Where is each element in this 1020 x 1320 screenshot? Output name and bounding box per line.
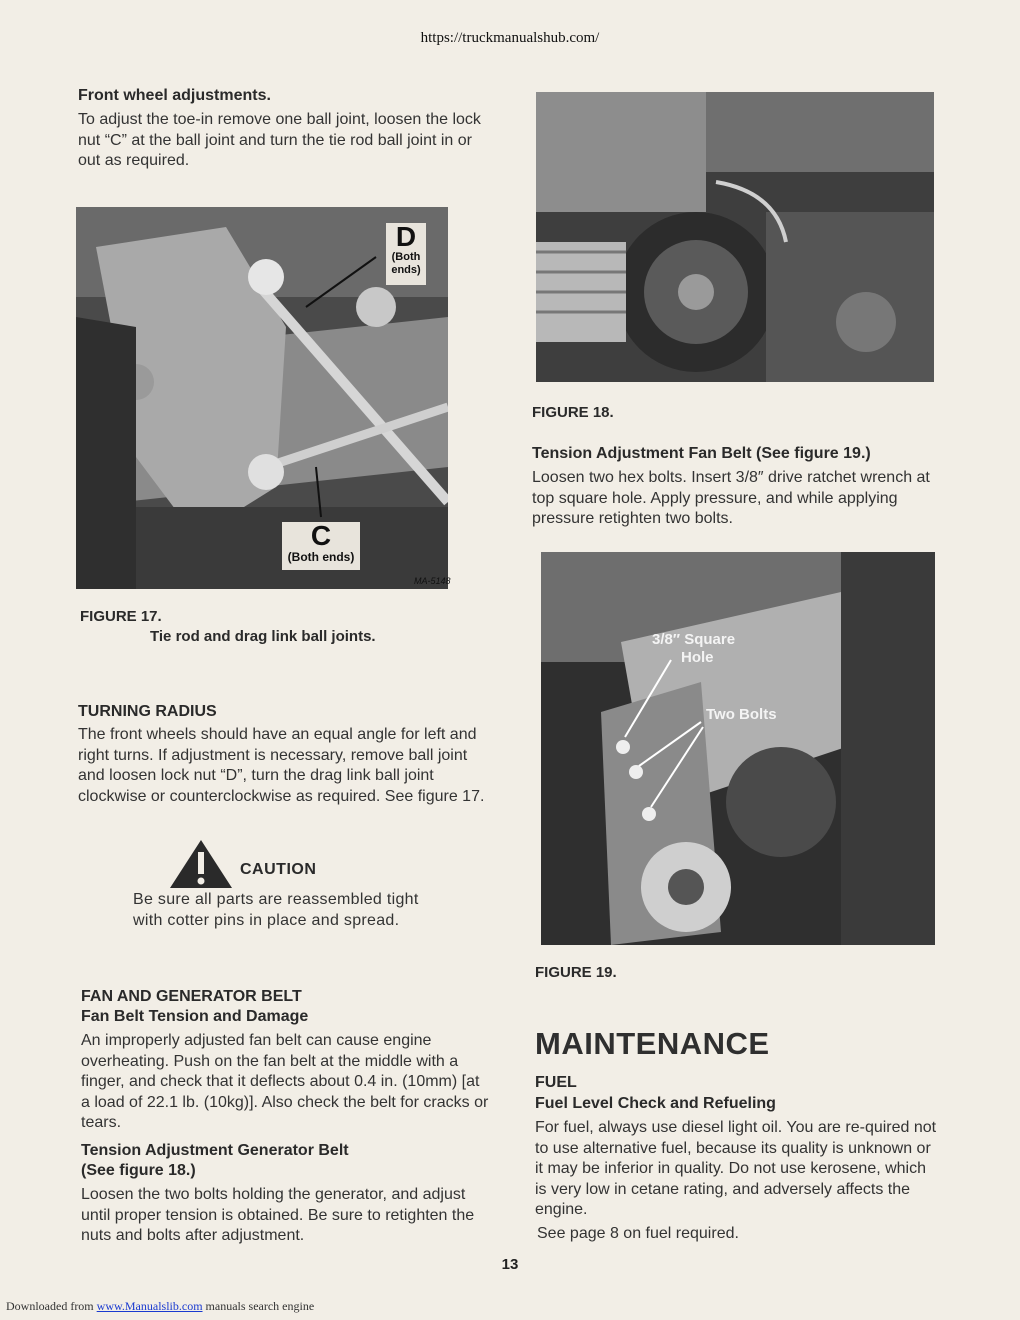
fan-belt-adj-body: Loosen two hex bolts. Insert 3/8″ drive ratchet wrench at top square hole. Apply pressure, and while applying pressure retighten two bolts. — [532, 469, 930, 527]
figure-17-subcaption: Tie rod and drag link ball joints. — [150, 628, 376, 645]
fan-belt-adj-heading: Tension Adjustment Fan Belt (See figure 19.) — [532, 445, 871, 462]
fan-belt-subheading: Fan Belt Tension and Damage — [81, 1008, 309, 1025]
caution-body: Be sure all parts are reassembled tight with cotter pins in place and spread. — [133, 891, 419, 929]
page-number: 13 — [501, 1256, 519, 1273]
figure-18-caption: FIGURE 18. — [532, 404, 614, 421]
figure-19-label-bolts: Two Bolts — [706, 706, 777, 723]
figure-19-label-square-1: 3/8″ Square — [652, 631, 736, 648]
figure-17-label-c — [282, 522, 360, 570]
label-c-letter: C — [310, 520, 332, 551]
gen-belt-heading-1: Tension Adjustment Generator Belt — [81, 1142, 349, 1159]
fuel-body: For fuel, always use diesel light oil. You are re-quired not to use alternative fuel, because its quality is unknown or it may be inferior in quality. Do not use kerosene, which is very low in cetane rating, and adversely affects the engine. — [535, 1119, 937, 1218]
fan-belt-body: An improperly adjusted fan belt can cause engine overheating. Push on the fan belt at the middle with a finger, and check that it deflects about 0.4 in. (10mm) [at a load of 22.1 lb. (10kg)]. Also check the belt for cracks or tears. — [81, 1032, 489, 1131]
figure-17-caption: FIGURE 17. — [80, 608, 162, 625]
label-c-sub: (Both ends) — [287, 550, 355, 564]
figure-18-photo — [536, 92, 934, 382]
figure-17-code: MA-5148 — [414, 576, 451, 586]
maintenance-title: MAINTENANCE — [535, 1026, 770, 1061]
fuel-subheading: Fuel Level Check and Refueling — [535, 1095, 776, 1112]
figure-19-label-square-2: Hole — [681, 649, 714, 666]
footer-prefix: Downloaded from — [6, 1299, 94, 1313]
turning-radius-heading: TURNING RADIUS — [78, 703, 217, 720]
figure-19-caption: FIGURE 19. — [535, 964, 617, 981]
footer-link[interactable]: www.Manualslib.com — [96, 1299, 203, 1313]
header-url[interactable]: https://truckmanualshub.com/ — [420, 30, 600, 46]
fan-belt-heading: FAN AND GENERATOR BELT — [81, 988, 302, 1005]
gen-belt-body: Loosen the two bolts holding the generator, and adjust until proper tension is obtained. Be sure to retighten the nuts and bolts after adjustment. — [81, 1186, 475, 1244]
label-d-sub: (Both ends) — [391, 251, 421, 276]
turning-radius-body: The front wheels should have an equal angle for left and right turns. If adjustment is necessary, remove ball joint and loosen lock nut “D”, turn the drag link ball joint clockwise or counterclockwise as required. See figure 17. — [78, 726, 485, 805]
footer — [6, 1299, 314, 1314]
front-wheel-body: To adjust the toe-in remove one ball joint, loosen the lock nut “C” at the ball joint and turn the tie rod ball joint in or out as required. — [78, 111, 481, 169]
figure-19-photo — [541, 552, 935, 945]
figure-17-label-d — [386, 223, 426, 285]
gen-belt-heading-2: (See figure 18.) — [81, 1162, 196, 1179]
fuel-ref: See page 8 on fuel required. — [537, 1225, 739, 1242]
footer-suffix: manuals search engine — [205, 1299, 315, 1313]
caution-title: CAUTION — [240, 861, 317, 878]
fuel-heading: FUEL — [535, 1074, 577, 1091]
label-d-letter: D — [395, 221, 417, 252]
warning-icon — [168, 838, 234, 890]
front-wheel-heading: Front wheel adjustments. — [78, 87, 271, 104]
